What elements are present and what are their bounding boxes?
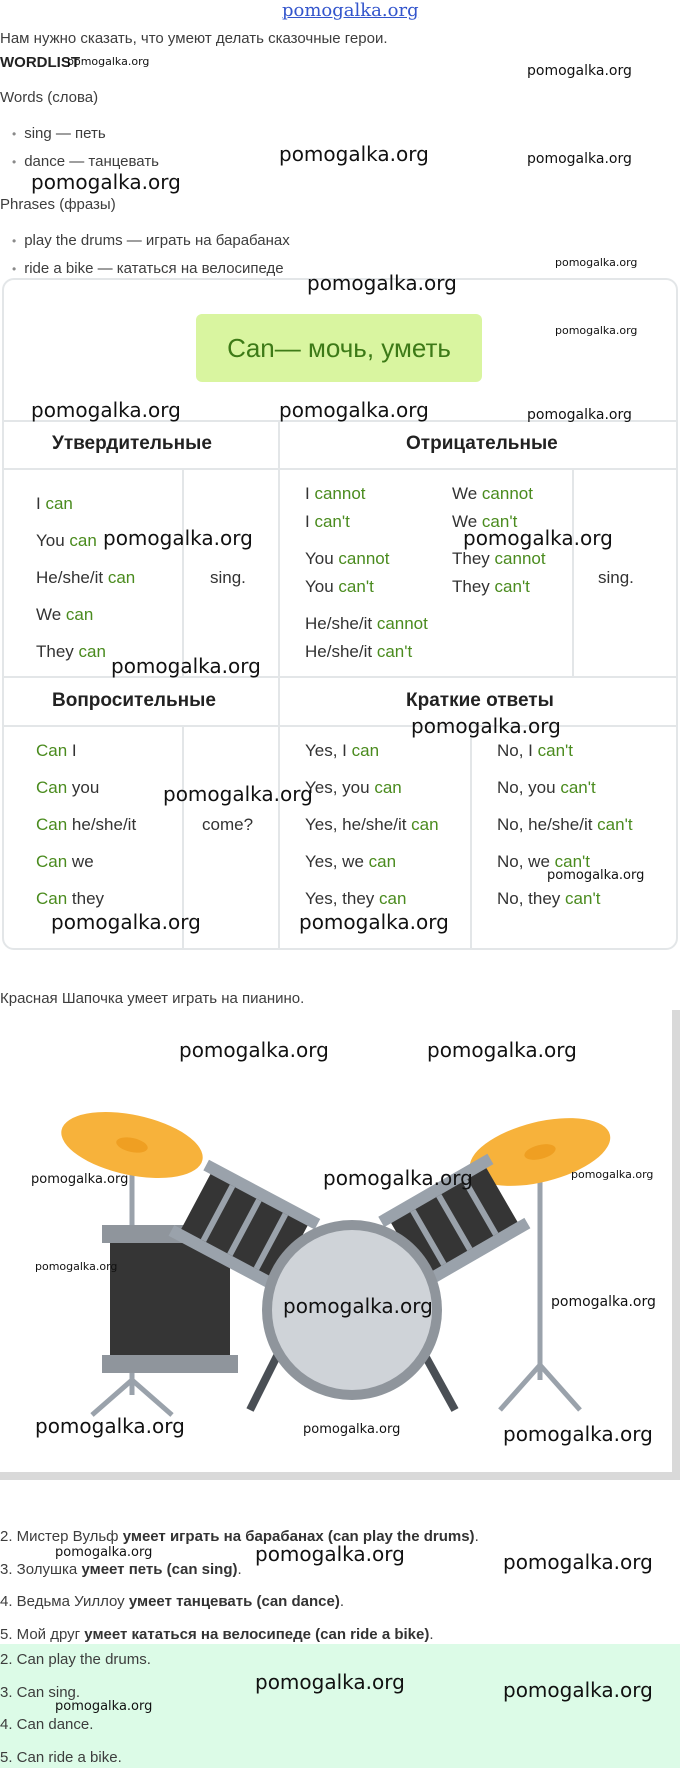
table-divider <box>2 676 678 678</box>
watermark: pomogalka.org <box>503 1550 653 1574</box>
answer-line: 3. Золушка умеет петь (can sing). <box>0 1561 242 1578</box>
bullet-icon: • <box>12 155 17 169</box>
affirmative-row: We can <box>36 605 94 624</box>
watermark: pomogalka.org <box>527 151 632 167</box>
watermark: pomogalka.org <box>427 1038 577 1062</box>
negative-row: He/she/it cannot <box>305 614 428 633</box>
watermark: pomogalka.org <box>323 1166 473 1190</box>
bullet-icon: • <box>12 262 17 276</box>
question-row: Can he/she/it <box>36 815 137 834</box>
negative-row: I cannot <box>305 484 366 503</box>
watermark: pomogalka.org <box>503 1678 653 1702</box>
question-verb: come? <box>202 815 254 834</box>
short-answer-yes: Yes, I can <box>305 741 380 760</box>
watermark: pomogalka.org <box>411 714 561 738</box>
short-answer-line: 4. Can dance. <box>0 1716 94 1733</box>
negative-row: You cannot <box>305 549 390 568</box>
word-item: • dance — танцевать <box>12 153 159 170</box>
question-row: Can they <box>36 889 105 908</box>
negative-row: We cannot <box>452 484 533 503</box>
bullet-icon: • <box>12 127 17 141</box>
watermark: pomogalka.org <box>551 1294 656 1310</box>
watermark: pomogalka.org <box>527 63 632 79</box>
watermark: pomogalka.org <box>547 868 645 883</box>
watermark: pomogalka.org <box>571 1168 654 1181</box>
watermark: pomogalka.org <box>283 1294 433 1318</box>
short-answer-no: No, he/she/it can't <box>497 815 633 834</box>
affirmative-verb: sing. <box>210 568 246 587</box>
table-divider <box>182 468 184 676</box>
watermark: pomogalka.org <box>35 1414 185 1438</box>
can-title-box: Can — мочь, уметь <box>196 314 482 382</box>
short-answer-line: 5. Can ride a bike. <box>0 1749 122 1766</box>
negative-row: They can't <box>452 577 530 596</box>
watermark: pomogalka.org <box>303 1422 401 1437</box>
negative-row: They cannot <box>452 549 546 568</box>
watermark: pomogalka.org <box>51 910 201 934</box>
header-affirmative: Утвердительные <box>52 433 212 454</box>
table-divider <box>2 725 678 727</box>
answer-line: 5. Мой друг умеет кататься на велосипеде (can ride a bike). <box>0 1626 434 1643</box>
header-interrogative: Вопросительные <box>52 690 216 711</box>
short-answer-no: No, I can't <box>497 741 574 760</box>
watermark: pomogalka.org <box>163 782 313 806</box>
watermark: pomogalka.org <box>67 55 150 68</box>
wordlist-label: WORDLIST <box>0 54 80 71</box>
short-answer-line: 2. Can play the drums. <box>0 1651 151 1668</box>
watermark: pomogalka.org <box>555 324 638 337</box>
table-divider <box>470 725 472 950</box>
watermark: pomogalka.org <box>527 407 632 423</box>
phrase-item: • ride a bike — кататься на велосипеде <box>12 260 284 277</box>
watermark: pomogalka.org <box>179 1038 329 1062</box>
negative-verb: sing. <box>598 568 634 587</box>
watermark: pomogalka.org <box>255 1670 405 1694</box>
site-logo[interactable]: pomogalka.org <box>282 0 419 21</box>
watermark: pomogalka.org <box>55 1699 153 1714</box>
short-answer-yes: Yes, they can <box>305 889 407 908</box>
answer-line: 4. Ведьма Уиллоу умеет танцевать (can dance). <box>0 1593 345 1610</box>
watermark: pomogalka.org <box>279 142 429 166</box>
affirmative-row: I can <box>36 494 73 513</box>
watermark: pomogalka.org <box>463 526 613 550</box>
header-negative: Отрицательные <box>406 433 558 454</box>
short-answer-no: No, we can't <box>497 852 591 871</box>
answer-line: 2. Мистер Вульф умеет играть на барабанах (can play the drums). <box>0 1528 479 1545</box>
watermark: pomogalka.org <box>35 1260 118 1273</box>
short-answer-line: 3. Can sing. <box>0 1684 81 1701</box>
short-answer-no: No, they can't <box>497 889 601 908</box>
header-short-answers: Краткие ответы <box>406 690 554 711</box>
table-divider <box>278 420 280 950</box>
question-row: Can we <box>36 852 94 871</box>
table-divider <box>2 468 678 470</box>
watermark: pomogalka.org <box>299 910 449 934</box>
drum-kit-image <box>0 1010 680 1480</box>
bullet-icon: • <box>12 234 17 248</box>
negative-row: You can't <box>305 577 374 596</box>
phrases-heading: Phrases (фразы) <box>0 196 116 213</box>
words-heading: Words (слова) <box>0 89 99 106</box>
question-row: Can I <box>36 741 77 760</box>
negative-row: He/she/it can't <box>305 642 413 661</box>
affirmative-row: He/she/it can <box>36 568 136 587</box>
watermark: pomogalka.org <box>111 654 261 678</box>
watermark: pomogalka.org <box>55 1545 153 1560</box>
short-answer-yes: Yes, we can <box>305 852 397 871</box>
watermark: pomogalka.org <box>555 256 638 269</box>
watermark: pomogalka.org <box>279 398 429 422</box>
watermark: pomogalka.org <box>31 398 181 422</box>
table-divider <box>572 468 574 676</box>
intro-text: Нам нужно сказать, что умеют делать сказочные герои. <box>0 30 388 47</box>
short-answer-no: No, you can't <box>497 778 596 797</box>
question-row: Can you <box>36 778 100 797</box>
affirmative-row: You can <box>36 531 97 550</box>
watermark: pomogalka.org <box>31 170 181 194</box>
example-sentence: Красная Шапочка умеет играть на пианино. <box>0 990 305 1007</box>
watermark: pomogalka.org <box>255 1542 405 1566</box>
affirmative-row: They can <box>36 642 106 661</box>
short-answer-yes: Yes, he/she/it can <box>305 815 439 834</box>
word-item: • sing — петь <box>12 125 106 142</box>
short-answer-yes: Yes, you can <box>305 778 402 797</box>
negative-row: I can't <box>305 512 350 531</box>
watermark: pomogalka.org <box>103 526 253 550</box>
negative-row: We can't <box>452 512 518 531</box>
watermark: pomogalka.org <box>307 271 457 295</box>
watermark: pomogalka.org <box>503 1422 653 1446</box>
phrase-item: • play the drums — играть на барабанах <box>12 232 290 249</box>
drum-kit-icon <box>0 1010 672 1472</box>
watermark: pomogalka.org <box>31 1172 129 1187</box>
